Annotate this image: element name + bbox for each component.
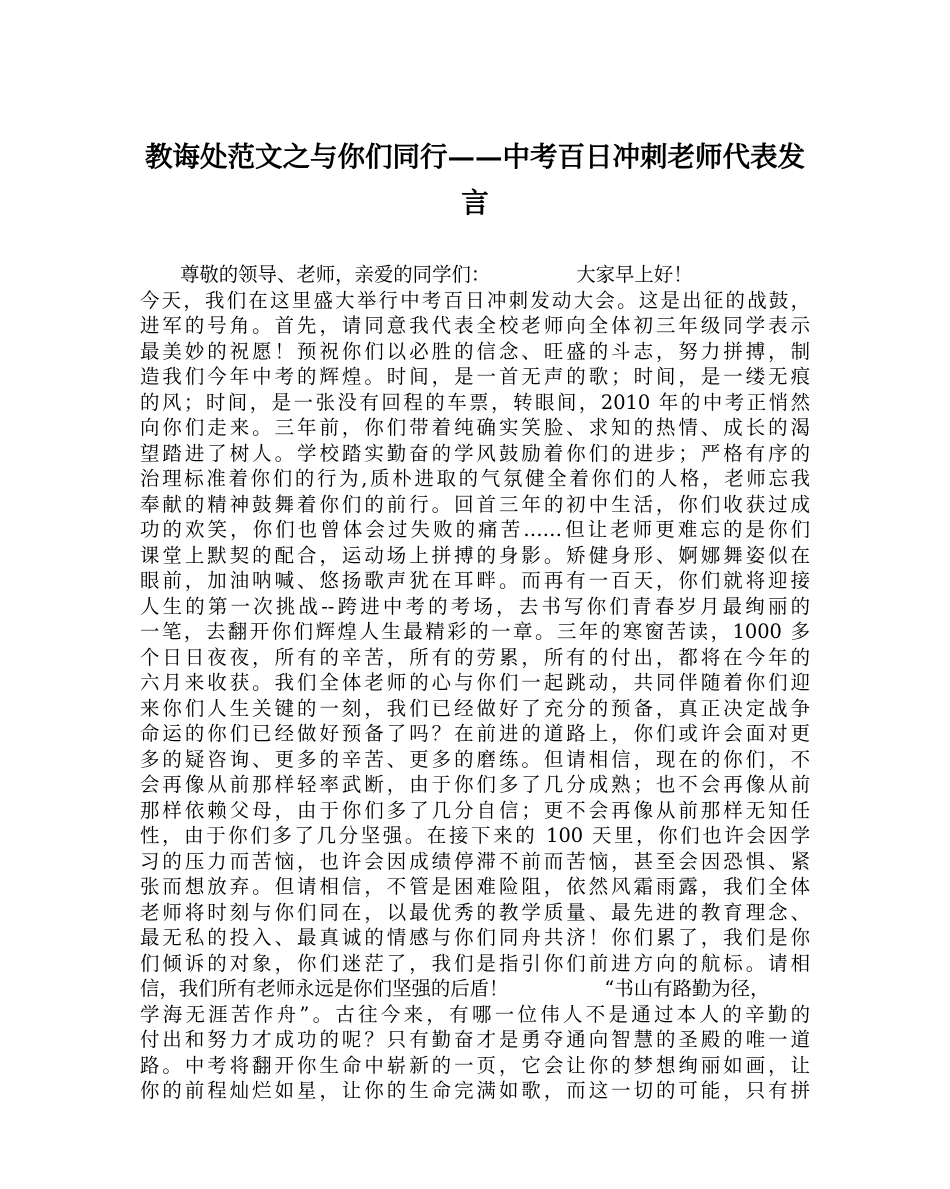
body-line: 最无私的投入、最真诚的情感与你们同舟共济！你们累了，我们是你 [140,926,810,949]
greeting-text: 尊敬的领导、老师，亲爱的同学们： [180,263,491,286]
body-line: 的风；时间，是一张没有回程的车票，转眼间，2010 年的中考正悄然 [140,390,810,414]
body-line: 望踏进了树人。学校踏实勤奋的学风鼓励着你们的进步；严格有序的 [140,441,810,465]
body-line: 命运的你们已经做好预备了吗？在前进的道路上，你们或许会面对更 [140,722,810,745]
body-line: 老师将时刻与你们同在，以最优秀的教学质量、最先进的教育理念、 [140,900,810,924]
morning-greeting: 大家早上好！ [576,263,693,286]
body-line: 奉献的精神鼓舞着你们的前行。回首三年的初中生活，你们收获过成 [140,492,810,516]
body-line: 课堂上默契的配合，运动场上拼搏的身影。矫健身形、婀娜舞姿似在 [140,543,810,567]
body-line: 一笔，去翻开你们辉煌人生最精彩的一章。三年的寒窗苦读，1000 多 [140,620,810,643]
document-title [140,134,810,226]
document-body [140,262,810,1104]
title-line-1: 教诲处范文之与你们同行——中考百日冲刺老师代表发 [145,141,805,173]
body-line: 眼前，加油呐喊、悠扬歌声犹在耳畔。而再有一百天，你们就将迎接 [140,569,810,592]
body-line: 个日日夜夜，所有的辛苦，所有的劳累，所有的付出，都将在今年的 [140,645,810,669]
body-line: 学海无涯苦作舟”。古往今来，有哪一位伟人不是通过本人的辛勤的 [140,1002,810,1026]
body-line: 你的前程灿烂如星，让你的生命完满如歌，而这一切的可能，只有拼 [140,1079,810,1102]
body-line: 路。中考将翻开你生命中崭新的一页，它会让你的梦想绚丽如画，让 [140,1053,810,1077]
body-line: 付出和努力才成功的呢？只有勤奋才是勇夺通向智慧的圣殿的唯一道 [140,1028,810,1051]
body-line: 会再像从前那样轻率武断，由于你们多了几分成熟；也不会再像从前 [140,773,810,796]
body-line: 那样依赖父母，由于你们多了几分自信；更不会再像从前那样无知任 [140,798,810,822]
body-line: 习的压力而苦恼，也许会因成绩停滞不前而苦恼，甚至会因恐惧、紧 [140,849,810,873]
body-line: 们倾诉的对象，你们迷茫了，我们是指引你们前进方向的航标。请相 [140,951,810,975]
body-line: 六月来收获。我们全体老师的心与你们一起跳动，共同伴随着你们迎 [140,671,810,694]
body-line: 最美妙的祝愿！预祝你们以必胜的信念、旺盛的斗志，努力拼搏，制 [140,339,810,363]
title-line-2: 言 [461,187,489,219]
body-line: 来你们人生关键的一刻，我们已经做好了充分的预备，真正决定战争 [140,696,810,720]
body-line: 功的欢笑，你们也曾体会过失败的痛苦……但让老师更难忘的是你们 [140,518,810,541]
body-line-part: 信，我们所有老师永远是你们坚强的后盾！ [140,977,509,1000]
body-line-with-quote [140,976,810,1002]
body-line: 造我们今年中考的辉煌。时间，是一首无声的歌；时间，是一缕无痕 [140,365,810,388]
quote-start: “书山有路勤为径， [604,977,770,1000]
body-line: 多的疑咨询、更多的辛苦、更多的磨练。但请相信，现在的你们，不 [140,747,810,771]
greeting-line [140,262,810,288]
body-line: 向你们走来。三年前，你们带着纯确实笑脸、求知的热情、成长的渴 [140,416,810,439]
body-line: 张而想放弃。但请相信，不管是困难险阻，依然风霜雨露，我们全体 [140,875,810,898]
body-line: 人生的第一次挑战--跨进中考的考场，去书写你们青春岁月最绚丽的 [140,594,810,618]
body-line: 进军的号角。首先，请同意我代表全校老师向全体初三年级同学表示 [140,314,810,337]
body-line: 性，由于你们多了几分坚强。在接下来的 100 天里，你们也许会因学 [140,824,810,847]
body-line: 治理标准着你们的行为,质朴进取的气氛健全着你们的人格，老师忘我 [140,467,810,490]
body-line: 今天，我们在这里盛大举行中考百日冲刺发动大会。这是出征的战鼓， [140,288,810,312]
